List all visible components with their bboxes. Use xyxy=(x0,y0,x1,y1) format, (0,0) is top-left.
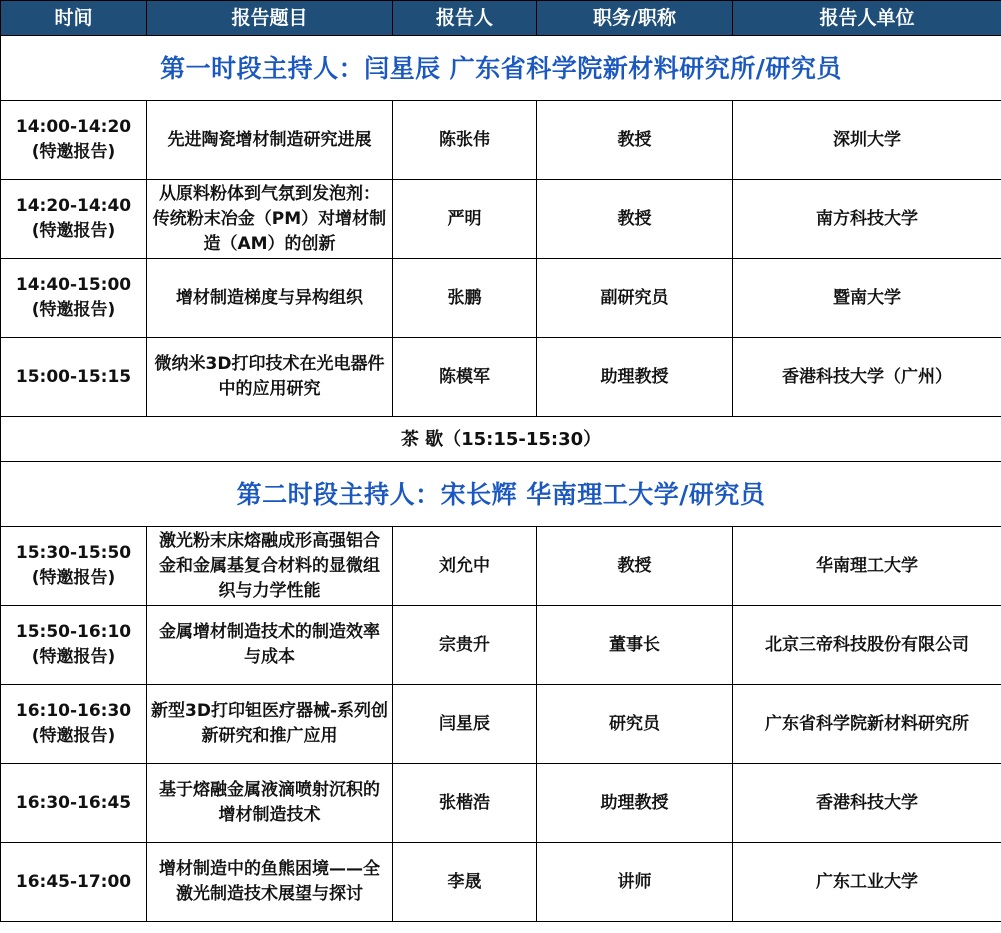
speaker-position: 教授 xyxy=(537,180,733,259)
speaker-position: 助理教授 xyxy=(537,764,733,843)
speaker-position: 教授 xyxy=(537,527,733,606)
invited-note: (特邀报告) xyxy=(31,726,116,746)
table-row xyxy=(1,606,1001,685)
talk-title: 金属增材制造技术的制造效率与成本 xyxy=(147,606,393,685)
speaker-affiliation: 暨南大学 xyxy=(733,259,1001,338)
table-row xyxy=(1,259,1001,338)
header-speaker: 报告人 xyxy=(393,1,537,36)
time-range: 16:30-16:45 xyxy=(15,792,132,813)
speaker-position: 董事长 xyxy=(537,606,733,685)
speaker-name: 张鹏 xyxy=(393,259,537,338)
speaker-name: 张楷浩 xyxy=(393,764,537,843)
talk-title: 增材制造梯度与异构组织 xyxy=(147,259,393,338)
invited-note: (特邀报告) xyxy=(31,300,116,320)
talk-title: 新型3D打印钽医疗器械-系列创新研究和推广应用 xyxy=(147,685,393,764)
speaker-name: 陈模军 xyxy=(393,338,537,417)
time-cell xyxy=(1,606,147,685)
time-cell xyxy=(1,764,147,843)
talk-title: 基于熔融金属液滴喷射沉积的增材制造技术 xyxy=(147,764,393,843)
speaker-position: 研究员 xyxy=(537,685,733,764)
talk-title: 微纳米3D打印技术在光电器件中的应用研究 xyxy=(147,338,393,417)
speaker-name: 闫星辰 xyxy=(393,685,537,764)
speaker-affiliation: 华南理工大学 xyxy=(733,527,1001,606)
time-cell xyxy=(1,338,147,417)
speaker-affiliation: 香港科技大学（广州） xyxy=(733,338,1001,417)
table-row xyxy=(1,764,1001,843)
header-time: 时间 xyxy=(1,1,147,36)
time-cell xyxy=(1,101,147,180)
speaker-name: 陈张伟 xyxy=(393,101,537,180)
table-row xyxy=(1,338,1001,417)
time-range: 14:40-15:00 xyxy=(15,275,132,295)
time-cell xyxy=(1,527,147,606)
invited-note: (特邀报告) xyxy=(31,568,116,588)
table-row xyxy=(1,685,1001,764)
speaker-affiliation: 深圳大学 xyxy=(733,101,1001,180)
speaker-name: 刘允中 xyxy=(393,527,537,606)
time-cell xyxy=(1,180,147,259)
speaker-position: 教授 xyxy=(537,101,733,180)
header-row xyxy=(1,1,1001,36)
speaker-affiliation: 广东省科学院新材料研究所 xyxy=(733,685,1001,764)
session-host: 第一时段主持人：闫星辰 广东省科学院新材料研究所/研究员 xyxy=(1,36,1001,101)
time-cell xyxy=(1,685,147,764)
header-affiliation: 报告人单位 xyxy=(733,1,1001,36)
speaker-affiliation: 香港科技大学 xyxy=(733,764,1001,843)
speaker-position: 助理教授 xyxy=(537,338,733,417)
speaker-name: 宗贵升 xyxy=(393,606,537,685)
time-range: 15:30-15:50 xyxy=(15,543,132,563)
time-range: 14:00-14:20 xyxy=(15,117,132,137)
invited-note: (特邀报告) xyxy=(31,647,116,667)
session-host-row xyxy=(1,462,1001,527)
time-cell xyxy=(1,843,147,922)
time-range: 16:45-17:00 xyxy=(15,871,132,892)
invited-note: (特邀报告) xyxy=(31,221,116,241)
talk-title: 增材制造中的鱼熊困境——全激光制造技术展望与探讨 xyxy=(147,843,393,922)
invited-note: (特邀报告) xyxy=(31,142,116,162)
speaker-affiliation: 广东工业大学 xyxy=(733,843,1001,922)
header-position: 职务/职称 xyxy=(537,1,733,36)
speaker-affiliation: 南方科技大学 xyxy=(733,180,1001,259)
time-range: 14:20-14:40 xyxy=(15,196,132,216)
tea-break: 茶 歇（15:15-15:30） xyxy=(1,417,1001,462)
session-host-row xyxy=(1,36,1001,101)
talk-title: 先进陶瓷增材制造研究进展 xyxy=(147,101,393,180)
tea-break-row xyxy=(1,417,1001,462)
speaker-affiliation: 北京三帝科技股份有限公司 xyxy=(733,606,1001,685)
speaker-name: 严明 xyxy=(393,180,537,259)
time-range: 15:00-15:15 xyxy=(15,366,132,387)
header-title: 报告题目 xyxy=(147,1,393,36)
talk-title: 从原料粉体到气氛到发泡剂：传统粉末冶金（PM）对增材制造（AM）的创新 xyxy=(147,180,393,259)
table-row xyxy=(1,180,1001,259)
speaker-position: 副研究员 xyxy=(537,259,733,338)
speaker-name: 李晟 xyxy=(393,843,537,922)
table-row xyxy=(1,843,1001,922)
speaker-position: 讲师 xyxy=(537,843,733,922)
time-range: 16:10-16:30 xyxy=(15,701,132,721)
time-range: 15:50-16:10 xyxy=(15,622,132,642)
table-row xyxy=(1,101,1001,180)
talk-title: 激光粉末床熔融成形高强铝合金和金属基复合材料的显微组织与力学性能 xyxy=(147,527,393,606)
time-cell xyxy=(1,259,147,338)
session-host: 第二时段主持人：宋长辉 华南理工大学/研究员 xyxy=(1,462,1001,527)
table-row xyxy=(1,527,1001,606)
